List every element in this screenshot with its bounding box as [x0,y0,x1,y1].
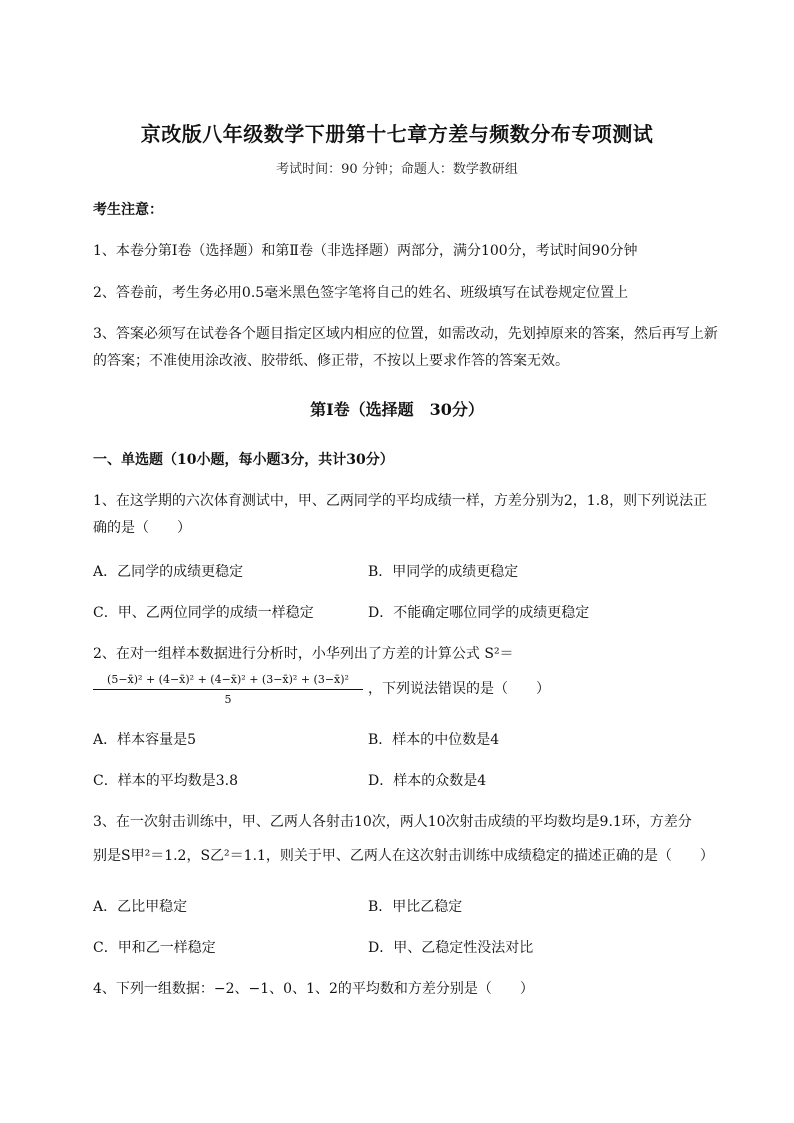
question-2-line-1: 2、在对一组样本数据进行分析时，小华列出了方差的计算公式 S²＝ [93,646,514,662]
question-3-option-b: B．甲比乙稳定 [368,899,463,915]
question-3-option-d: D．甲、乙稳定性没法对比 [368,940,534,956]
section-title: 第Ⅰ卷（选择题 30分） [310,400,484,419]
question-3-line-1: 3、在一次射击训练中，甲、乙两人各射击10次，两人10次射击成绩的平均数均是9.1环，方差分 [93,814,692,830]
page-title: 京改版八年级数学下册第十七章方差与频数分布专项测试 [140,122,654,146]
question-2-tail: ，下列说法错误的是（ ） [368,681,550,697]
question-2-option-d: D．样本的众数是4 [368,773,487,789]
question-2-option-a: A．样本容量是5 [93,732,197,748]
formula-numerator: (5−x̄)² + (4−x̄)² + (4−x̄)² + (3−x̄)² + (3−x̄)² [93,673,363,690]
notice-heading: 考生注意： [93,202,163,218]
question-3-line-2: 别是S甲²＝1.2，S乙²＝1.1，则关于甲、乙两人在这次射击训练中成绩稳定的描述正确的是（ ） [93,848,714,864]
question-3-option-a: A．乙比甲稳定 [93,899,188,915]
notice-item-1: 1、本卷分第Ⅰ卷（选择题）和第Ⅱ卷（非选择题）两部分，满分100分，考试时间90分钟 [93,243,638,259]
question-2-option-b: B．样本的中位数是4 [368,732,500,748]
formula-denominator: 5 [224,693,232,706]
question-1-line-1: 1、在这学期的六次体育测试中，甲、乙两同学的平均成绩一样，方差分别为2，1.8，则下列说法正 [93,493,708,509]
question-1-line-2: 确的是（ ） [93,520,191,536]
question-1-option-c: C．甲、乙两位同学的成绩一样稳定 [93,605,314,621]
notice-item-2: 2、答卷前，考生务必用0.5毫米黑色签字笔将自己的姓名、班级填写在试卷规定位置上 [93,285,629,301]
exam-subtitle: 考试时间：90 分钟；命题人：数学教研组 [276,162,518,177]
notice-item-3-line-2: 的答案；不准使用涂改液、胶带纸、修正带，不按以上要求作答的答案无效。 [93,353,569,369]
question-4-line-1: 4、下列一组数据：−2、−1、0、1、2的平均数和方差分别是（ ） [93,981,534,997]
question-1-option-a: A．乙同学的成绩更稳定 [93,564,244,580]
question-1-option-d: D．不能确定哪位同学的成绩更稳定 [368,605,590,621]
variance-formula [93,673,363,706]
question-2-option-c: C．样本的平均数是3.8 [93,773,238,789]
part-heading: 一、单选题（10小题，每小题3分，共计30分） [93,452,394,468]
notice-item-3-line-1: 3、答案必须写在试卷各个题目指定区域内相应的位置，如需改动，先划掉原来的答案，然后再写上新 [93,326,718,342]
question-3-option-c: C．甲和乙一样稳定 [93,940,216,956]
question-1-option-b: B．甲同学的成绩更稳定 [368,564,519,580]
